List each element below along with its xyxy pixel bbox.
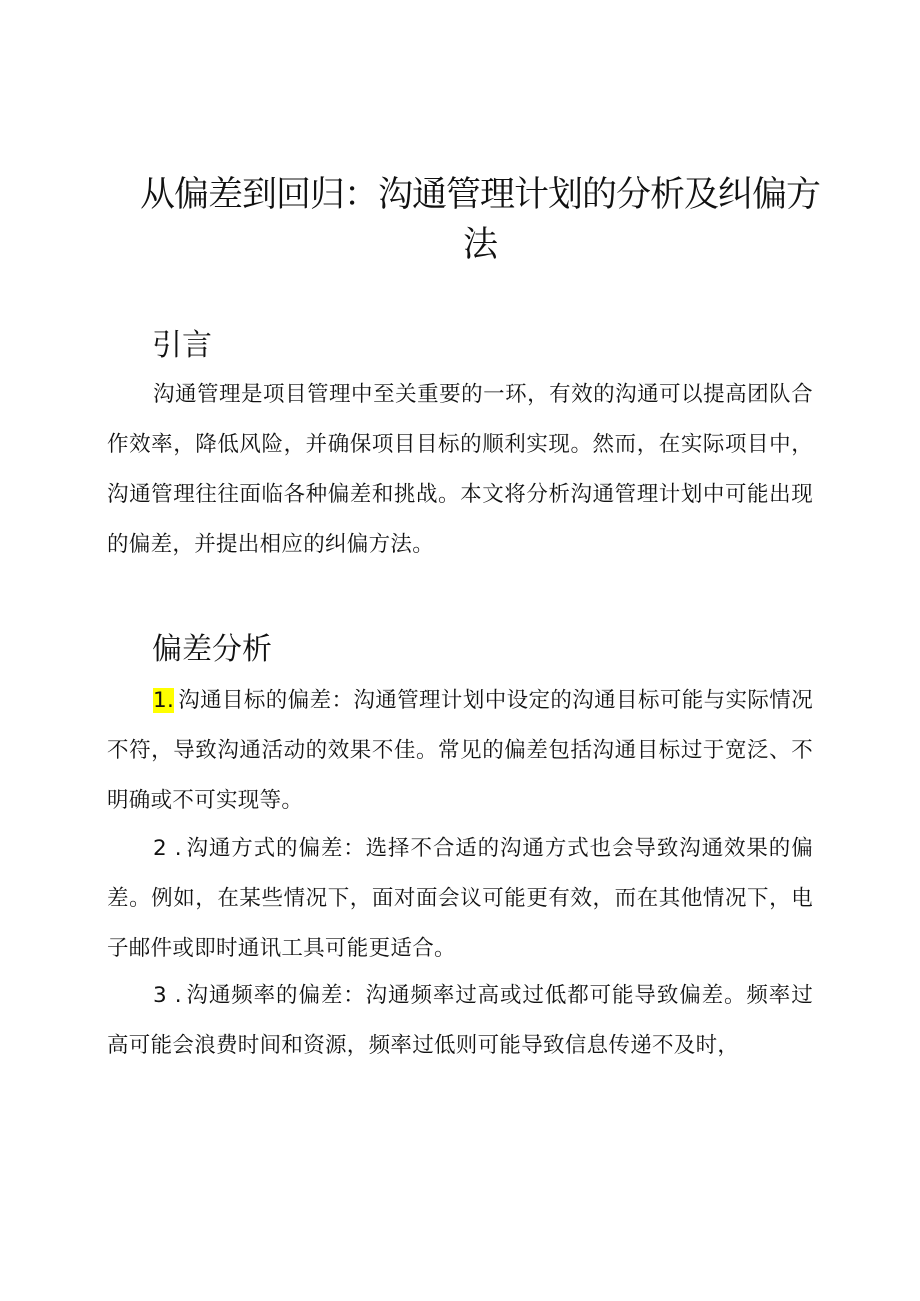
- introduction-paragraph: 沟通管理是项目管理中至关重要的一环，有效的沟通可以提高团队合作效率，降低风险，并确保项目目标的顺利实现。然而，在实际项目中，沟通管理往往面临各种偏差和挑战。本文将分析沟通管理计划中可能出现的偏差，并提出相应的纠偏方法。: [107, 382, 813, 557]
- section-heading-deviation-analysis: 偏差分析: [152, 632, 272, 667]
- list-item-text: 沟通频率的偏差：沟通频率过高或过低都可能导致偏差。频率过高可能会浪费时间和资源，频率过低则可能导致信息传递不及时，: [107, 983, 814, 1058]
- list-item-text: 沟通目标的偏差：沟通管理计划中设定的沟通目标可能与实际情况不符，导致沟通活动的效果不佳。常见的偏差包括沟通目标过于宽泛、不明确或不可实现等。: [107, 688, 813, 813]
- list-item: [107, 824, 813, 974]
- section-heading-introduction: 引言: [152, 328, 212, 363]
- list-item: [107, 676, 813, 826]
- list-item-text: 沟通方式的偏差：选择不合适的沟通方式也会导致沟通效果的偏差。例如，在某些情况下，面对面会议可能更有效，而在其他情况下，电子邮件或即时通讯工具可能更适合。: [107, 836, 814, 961]
- list-item-number-highlighted: 1.: [153, 688, 175, 713]
- document-title: 从偏差到回归：沟通管理计划的分析及纠偏方法: [140, 175, 821, 265]
- list-item: [107, 971, 813, 1071]
- list-item-number: 2 .: [153, 836, 182, 861]
- list-item-number: 3 .: [153, 983, 182, 1008]
